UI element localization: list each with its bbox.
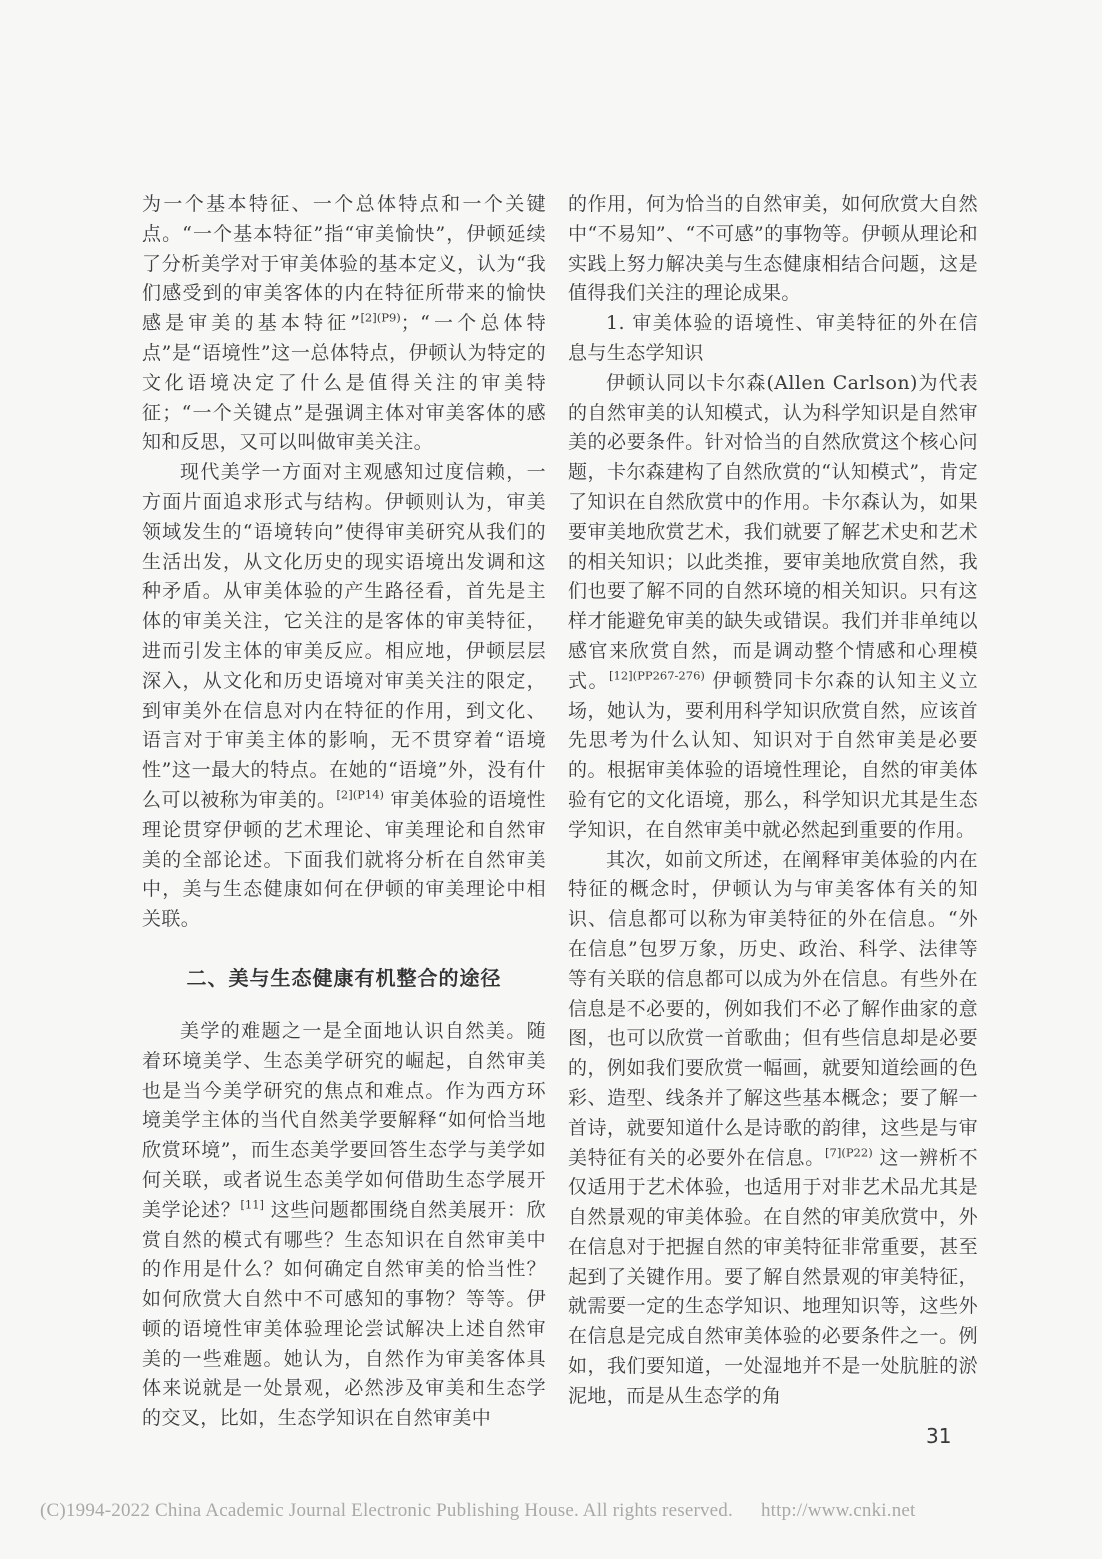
citation-superscript: [11]: [240, 1197, 265, 1212]
text-run: 伊顿认同以卡尔森(Allen Carlson)为代表的自然审美的认知模式，认为科学知识是自然审美的必要条件。针对恰当的自然欣赏这个核心问题，卡尔森建构了自然欣赏的“认知模式”，肯定了知识在自然欣赏中的作用。卡尔森认为，如果要审美地欣赏艺术，我们就要了解艺术史和艺术的相关知识；以此类推，要审美地欣赏自然，我们也要了解不同的自然环境的相关知识。只有这样才能避免审美的缺失或错误。我们并非单纯以感官来欣赏自然，而是调动整个情感和心理模式。: [568, 371, 978, 692]
section-heading: [142, 962, 546, 991]
article-body: [142, 190, 978, 1434]
footer-url: http://www.cnki.net: [760, 1500, 916, 1521]
citation-superscript: [2](P14): [336, 787, 385, 802]
text-run: 审美体验的语境性理论贯穿伊顿的艺术理论、审美理论和自然审美的全部论述。下面我们就将分析在自然审美中，美与生态健康如何在伊顿的审美理论中相关联。: [142, 788, 546, 931]
text-run: ；“一个总体特点”是“语境性”这一总体特点，伊顿认为特定的文化语境决定了什么是值得关注的审美特征；“一个关键点”是强调主体对审美客体的感知和反思，又可以叫做审美关注。: [142, 312, 547, 454]
citation-superscript: [12](PP267-276): [609, 668, 705, 683]
copyright-text: (C)1994-2022 China Academic Journal Electronic Publishing House. All rights reserved.: [40, 1500, 733, 1521]
text-run: 的作用，何为恰当的自然审美，如何欣赏大自然中“不易知”、“不可感”的事物等。伊顿从理论和实践上努力解决美与生态健康相结合问题，这是值得我们关注的理论成果。: [568, 193, 978, 305]
page-number: 31: [926, 1424, 952, 1448]
text-run: 这些问题都围绕自然美展开：欣赏自然的模式有哪些？生态知识在自然审美中的作用是什么？如何确定自然审美的恰当性？如何欣赏大自然中不可感知的事物？等等。伊顿的语境性审美体验理论尝试解决上述自然审美的一些难题。她认为，自然作为审美客体具体来说就是一处景观，必然涉及审美和生态学的交叉，比如，生态学知识在自然审美中: [142, 1198, 546, 1430]
text-run: 这一辨析不仅适用于艺术体验，也适用于对非艺术品尤其是自然景观的审美体验。在自然的审美欣赏中，外在信息对于把握自然的审美特征非常重要，甚至起到了关键作用。要了解自然景观的审美特征，就需要一定的生态学知识、地理知识等，这些外在信息是完成自然审美体验的必要条件之一。例如，我们要知道，一处湿地并不是一处肮脏的淤泥地，而是从生态学的角: [568, 1146, 978, 1407]
text-run: 现代美学一方面对主观感知过度信赖，一方面片面追求形式与结构。伊顿则认为，审美领域发生的“语境转向”使得审美研究从我们的生活出发，从文化历史的现实语境出发调和这种矛盾。从审美体验的产生路径看，首先是主体的审美关注，它关注的是客体的审美特征，进而引发主体的审美反应。相应地，伊顿层层深入，从文化和历史语境对审美关注的限定，到审美外在信息对内在特征的作用，到文化、语言对于审美主体的影响，无不贯穿着“语境性”这一最大的特点。在她的“语境”外，没有什么可以被称为审美的。: [142, 461, 546, 811]
text-run: 美学的难题之一是全面地认识自然美。随着环境美学、生态美学研究的崛起，自然审美也是当今美学研究的焦点和难点。作为西方环境美学主体的当代自然美学要解释“如何恰当地欣赏环境”，而生态美学要回答生态学与美学如何关联，或者说生态美学如何借助生态学展开美学论述？: [142, 1019, 546, 1221]
text-run: 伊顿赞同卡尔森的认知主义立场，她认为，要利用科学知识欣赏自然，应该首先思考为什么认知、知识对于自然审美是必要的。根据审美体验的语境性理论，自然的审美体验有它的文化语境，那么，科学知识尤其是生态学知识，在自然审美中就必然起到重要的作用。: [568, 669, 978, 841]
right-column: [568, 190, 978, 1434]
citation-superscript: [7](P22): [825, 1145, 873, 1160]
left-column: [142, 190, 546, 1434]
citation-superscript: [2](P9): [360, 310, 401, 325]
subsection-heading: [568, 309, 978, 369]
paragraph: [142, 190, 546, 458]
paragraph: [568, 846, 978, 1412]
text-run: 二、美与生态健康有机整合的途径: [186, 965, 502, 990]
paragraph: [142, 1017, 546, 1434]
paragraph: [142, 458, 546, 935]
copyright-footer: [40, 1500, 1060, 1522]
text-run: 为一个基本特征、一个总体特点和一个关键点。“一个基本特征”指“审美愉快”，伊顿延续了分析美学对于审美体验的基本定义，认为“我们感受到的审美客体的内在特征所带来的愉快感是审美的基本特征”: [142, 193, 546, 335]
text-run: 1. 审美体验的语境性、审美特征的外在信息与生态学知识: [568, 312, 978, 364]
text-run: 其次，如前文所述，在阐释审美体验的内在特征的概念时，伊顿认为与审美客体有关的知识、信息都可以称为审美特征的外在信息。“外在信息”包罗万象，历史、政治、科学、法律等等有关联的信息都可以成为外在信息。有些外在信息是不必要的，例如我们不必了解作曲家的意图，也可以欣赏一首歌曲；但有些信息却是必要的，例如我们要欣赏一幅画，就要知道绘画的色彩、造型、线条并了解这些基本概念；要了解一首诗，就要知道什么是诗歌的韵律，这些是与审美特征有关的必要外在信息。: [568, 848, 978, 1169]
paragraph: [568, 190, 978, 309]
paragraph: [568, 369, 978, 846]
